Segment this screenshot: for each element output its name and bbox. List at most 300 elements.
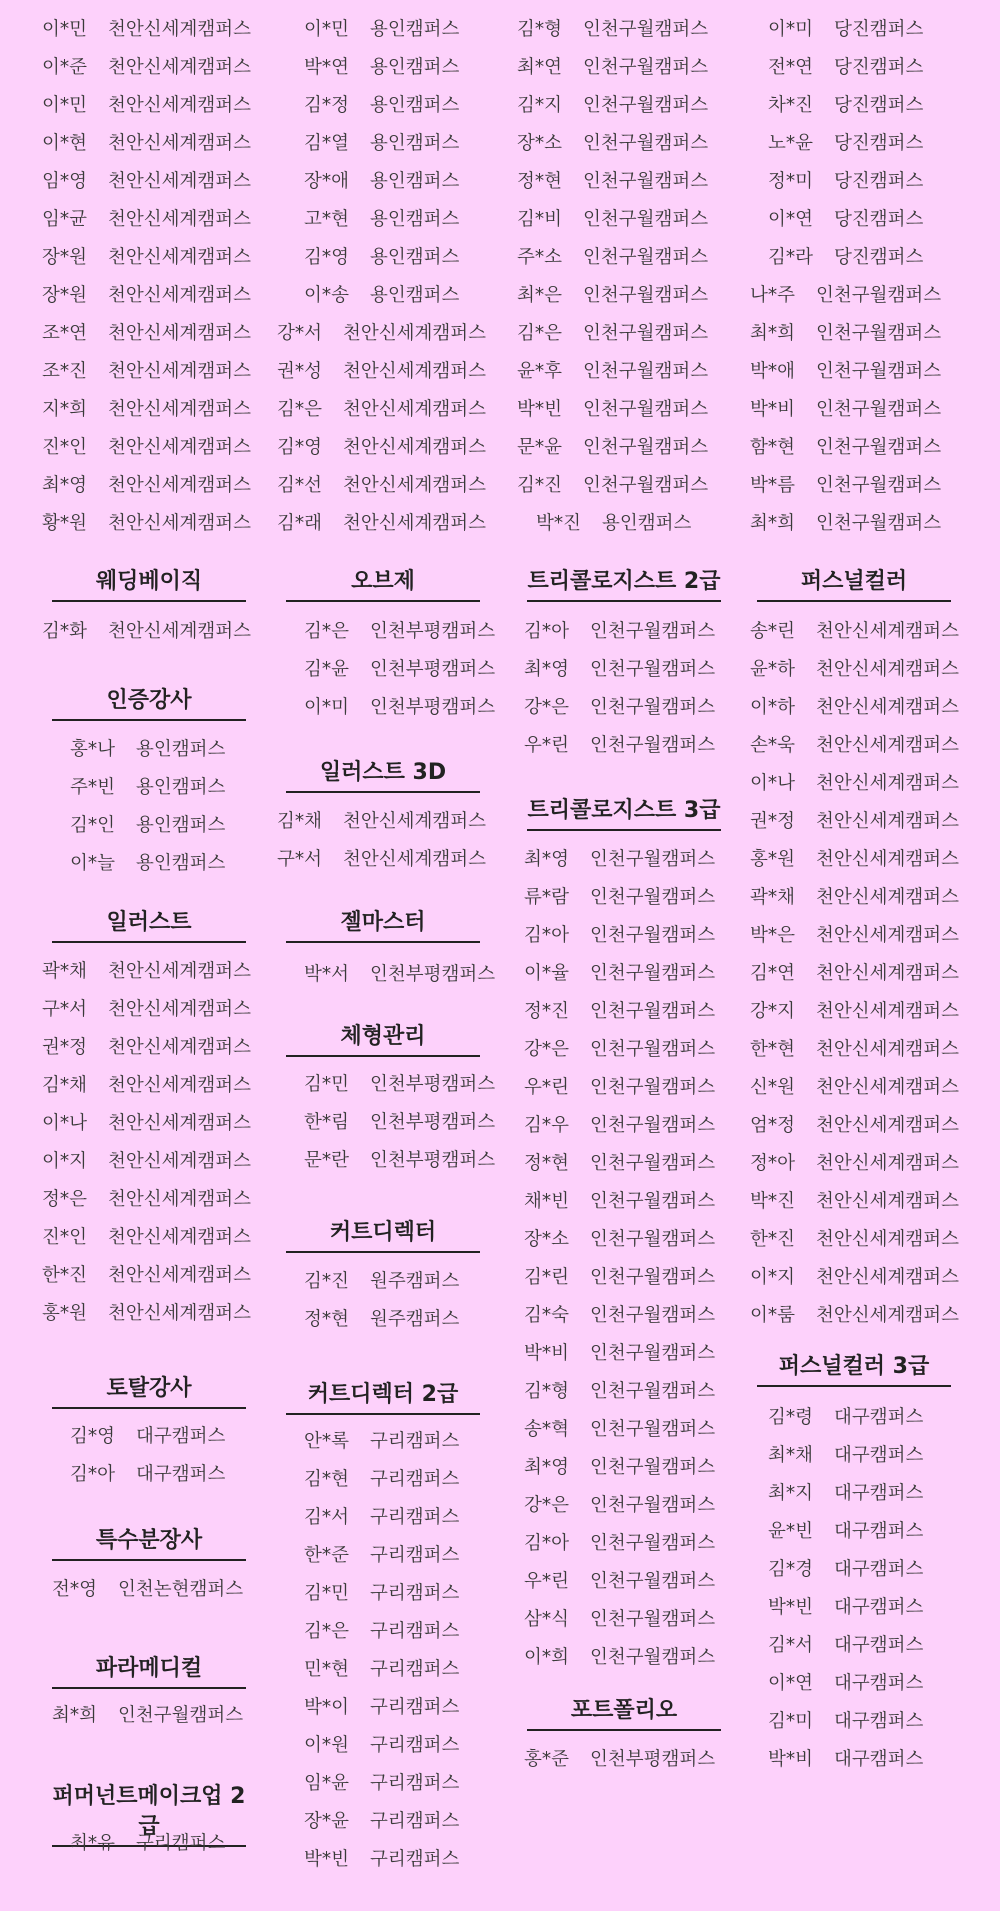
campus-name: 천안신세계캠퍼스	[816, 773, 959, 794]
recipient-name: 김*인	[70, 815, 115, 836]
recipient-name: 최*영	[524, 659, 569, 680]
campus-name: 천안신세계캠퍼스	[108, 513, 251, 534]
campus-name: 용인캠퍼스	[136, 853, 226, 874]
campus-name: 천안신세계캠퍼스	[816, 811, 959, 832]
campus-name: 천안신세계캠퍼스	[343, 437, 486, 458]
campus-name: 인천논현캠퍼스	[118, 1579, 244, 1600]
campus-name: 인천구월캠퍼스	[590, 925, 716, 946]
section-heading: 퍼스널컬러	[757, 567, 951, 602]
recipient-name: 김*채	[277, 811, 322, 832]
recipient-name: 김*서	[768, 1635, 813, 1656]
campus-name: 인천구월캠퍼스	[816, 323, 942, 344]
section-heading: 포트폴리오	[527, 1696, 721, 1731]
recipient-name: 이*율	[524, 963, 569, 984]
campus-name: 천안신세계캠퍼스	[816, 1001, 959, 1022]
recipient-name: 강*서	[277, 323, 322, 344]
recipient-name: 이*하	[750, 697, 795, 718]
recipient-name: 최*희	[750, 323, 795, 344]
recipient-name: 정*미	[768, 171, 813, 192]
campus-name: 인천구월캠퍼스	[583, 133, 709, 154]
recipient-name: 임*균	[42, 209, 87, 230]
recipient-name: 정*아	[750, 1153, 795, 1174]
recipient-name: 김*미	[768, 1711, 813, 1732]
recipient-name: 김*은	[517, 323, 562, 344]
campus-name: 천안신세계캠퍼스	[816, 963, 959, 984]
recipient-name: 함*현	[750, 437, 795, 458]
campus-name: 천안신세계캠퍼스	[816, 1077, 959, 1098]
recipient-name: 김*경	[768, 1559, 813, 1580]
recipient-name: 정*은	[42, 1189, 87, 1210]
campus-name: 인천구월캠퍼스	[590, 1533, 716, 1554]
campus-name: 천안신세계캠퍼스	[343, 513, 486, 534]
recipient-name: 이*준	[42, 57, 87, 78]
campus-name: 천안신세계캠퍼스	[816, 659, 959, 680]
campus-name: 원주캠퍼스	[370, 1309, 460, 1330]
recipient-name: 이*현	[42, 133, 87, 154]
campus-name: 천안신세계캠퍼스	[108, 57, 251, 78]
recipient-name: 한*현	[750, 1039, 795, 1060]
campus-name: 구리캠퍼스	[370, 1431, 460, 1452]
campus-name: 구리캠퍼스	[370, 1469, 460, 1490]
campus-name: 원주캠퍼스	[370, 1271, 460, 1292]
recipient-name: 우*린	[524, 1077, 569, 1098]
campus-name: 인천구월캠퍼스	[583, 475, 709, 496]
recipient-name: 김*연	[750, 963, 795, 984]
recipient-name: 이*미	[304, 697, 349, 718]
recipient-name: 이*민	[304, 19, 349, 40]
recipient-name: 박*름	[750, 475, 795, 496]
recipient-name: 구*서	[42, 999, 87, 1020]
recipient-name: 박*빈	[304, 1849, 349, 1870]
recipient-name: 곽*채	[750, 887, 795, 908]
recipient-name: 김*채	[42, 1075, 87, 1096]
campus-name: 대구캠퍼스	[136, 1426, 226, 1447]
recipient-name: 김*아	[524, 1533, 569, 1554]
recipient-name: 곽*채	[42, 961, 87, 982]
campus-name: 천안신세계캠퍼스	[108, 171, 251, 192]
recipient-name: 손*욱	[750, 735, 795, 756]
campus-name: 용인캠퍼스	[370, 133, 460, 154]
campus-name: 인천구월캠퍼스	[590, 1381, 716, 1402]
recipient-name: 이*나	[750, 773, 795, 794]
recipient-name: 박*서	[304, 964, 349, 985]
section-heading: 젤마스터	[286, 908, 480, 943]
campus-name: 천안신세계캠퍼스	[108, 95, 251, 116]
campus-name: 인천구월캠퍼스	[590, 1647, 716, 1668]
campus-name: 인천구월캠퍼스	[816, 399, 942, 420]
recipient-name: 전*연	[768, 57, 813, 78]
campus-name: 천안신세계캠퍼스	[108, 1075, 251, 1096]
recipient-name: 김*영	[70, 1426, 115, 1447]
campus-name: 용인캠퍼스	[370, 285, 460, 306]
campus-name: 인천구월캠퍼스	[583, 285, 709, 306]
campus-name: 대구캠퍼스	[834, 1711, 924, 1732]
recipient-name: 김*정	[304, 95, 349, 116]
section-heading: 체형관리	[286, 1022, 480, 1057]
campus-name: 구리캠퍼스	[370, 1773, 460, 1794]
recipient-name: 윤*하	[750, 659, 795, 680]
recipient-name: 이*민	[42, 19, 87, 40]
campus-name: 천안신세계캠퍼스	[108, 323, 251, 344]
recipient-name: 우*린	[524, 1571, 569, 1592]
recipient-name: 권*정	[750, 811, 795, 832]
recipient-name: 김*비	[517, 209, 562, 230]
recipient-name: 김*영	[277, 437, 322, 458]
campus-name: 구리캠퍼스	[370, 1849, 460, 1870]
recipient-name: 한*준	[304, 1545, 349, 1566]
recipient-name: 이*연	[768, 1673, 813, 1694]
campus-name: 천안신세계캠퍼스	[108, 1303, 251, 1324]
recipient-name: 장*윤	[304, 1811, 349, 1832]
recipient-name: 진*인	[42, 437, 87, 458]
campus-name: 천안신세계캠퍼스	[343, 361, 486, 382]
recipient-name: 김*령	[768, 1407, 813, 1428]
recipient-name: 김*선	[277, 475, 322, 496]
section-heading: 인증강사	[52, 686, 246, 721]
campus-name: 대구캠퍼스	[834, 1749, 924, 1770]
recipient-name: 강*은	[524, 697, 569, 718]
recipient-name: 최*은	[517, 285, 562, 306]
campus-name: 천안신세계캠퍼스	[108, 437, 251, 458]
section-heading: 일러스트	[52, 908, 246, 943]
section-heading: 토탈강사	[52, 1374, 246, 1409]
recipient-name: 김*린	[524, 1267, 569, 1288]
recipient-name: 김*현	[304, 1469, 349, 1490]
recipient-name: 최*유	[70, 1833, 115, 1854]
campus-name: 대구캠퍼스	[834, 1635, 924, 1656]
section-heading: 파라메디컬	[52, 1654, 246, 1689]
campus-name: 당진캠퍼스	[834, 209, 924, 230]
campus-name: 인천구월캠퍼스	[816, 475, 942, 496]
recipient-name: 최*영	[42, 475, 87, 496]
section-heading: 웨딩베이직	[52, 567, 246, 602]
recipient-name: 이*연	[768, 209, 813, 230]
campus-name: 천안신세계캠퍼스	[343, 811, 486, 832]
campus-name: 인천구월캠퍼스	[590, 963, 716, 984]
recipient-name: 김*형	[517, 19, 562, 40]
recipient-name: 권*성	[277, 361, 322, 382]
recipient-name: 김*서	[304, 1507, 349, 1528]
recipient-name: 김*숙	[524, 1305, 569, 1326]
recipient-name: 조*연	[42, 323, 87, 344]
campus-name: 천안신세계캠퍼스	[108, 1151, 251, 1172]
campus-name: 인천구월캠퍼스	[590, 849, 716, 870]
recipient-name: 박*비	[750, 399, 795, 420]
recipient-name: 강*은	[524, 1039, 569, 1060]
section-heading: 트리콜로지스트 3급	[527, 796, 721, 831]
recipient-name: 홍*나	[70, 739, 115, 760]
campus-name: 구리캠퍼스	[370, 1659, 460, 1680]
recipient-name: 이*룸	[750, 1305, 795, 1326]
campus-name: 대구캠퍼스	[834, 1559, 924, 1580]
recipient-name: 황*원	[42, 513, 87, 534]
campus-name: 당진캠퍼스	[834, 19, 924, 40]
recipient-name: 김*형	[524, 1381, 569, 1402]
section-heading: 오브제	[286, 567, 480, 602]
recipient-name: 김*아	[524, 925, 569, 946]
campus-name: 인천구월캠퍼스	[118, 1705, 244, 1726]
recipient-name: 장*애	[304, 171, 349, 192]
campus-name: 용인캠퍼스	[370, 171, 460, 192]
recipient-name: 이*늘	[70, 853, 115, 874]
recipient-name: 김*열	[304, 133, 349, 154]
recipient-name: 박*빈	[517, 399, 562, 420]
recipient-name: 박*비	[524, 1343, 569, 1364]
recipient-name: 류*람	[524, 887, 569, 908]
campus-name: 대구캠퍼스	[834, 1483, 924, 1504]
campus-name: 인천부평캠퍼스	[590, 1749, 716, 1770]
campus-name: 인천구월캠퍼스	[590, 1343, 716, 1364]
recipient-name: 김*라	[768, 247, 813, 268]
campus-name: 인천구월캠퍼스	[590, 1305, 716, 1326]
campus-name: 인천구월캠퍼스	[590, 887, 716, 908]
campus-name: 대구캠퍼스	[834, 1521, 924, 1542]
recipient-name: 김*진	[304, 1271, 349, 1292]
campus-name: 천안신세계캠퍼스	[816, 1305, 959, 1326]
campus-name: 대구캠퍼스	[136, 1464, 226, 1485]
campus-name: 대구캠퍼스	[834, 1673, 924, 1694]
campus-name: 천안신세계캠퍼스	[108, 285, 251, 306]
recipient-name: 이*지	[42, 1151, 87, 1172]
campus-name: 천안신세계캠퍼스	[108, 399, 251, 420]
campus-name: 인천구월캠퍼스	[583, 323, 709, 344]
campus-name: 용인캠퍼스	[136, 815, 226, 836]
campus-name: 인천구월캠퍼스	[583, 437, 709, 458]
campus-name: 구리캠퍼스	[370, 1621, 460, 1642]
campus-name: 인천부평캠퍼스	[370, 621, 496, 642]
campus-name: 천안신세계캠퍼스	[816, 621, 959, 642]
campus-name: 천안신세계캠퍼스	[816, 925, 959, 946]
campus-name: 천안신세계캠퍼스	[343, 399, 486, 420]
section-heading: 커트디렉터	[286, 1218, 480, 1253]
recipient-name: 이*원	[304, 1735, 349, 1756]
recipient-name: 김*은	[277, 399, 322, 420]
recipient-name: 장*소	[524, 1229, 569, 1250]
campus-name: 인천구월캠퍼스	[590, 1571, 716, 1592]
campus-name: 인천구월캠퍼스	[590, 1419, 716, 1440]
recipient-name: 김*민	[304, 1583, 349, 1604]
recipient-name: 김*화	[42, 621, 87, 642]
campus-name: 당진캠퍼스	[834, 247, 924, 268]
recipient-name: 박*진	[536, 513, 581, 534]
recipient-name: 홍*원	[42, 1303, 87, 1324]
recipient-name: 이*나	[42, 1113, 87, 1134]
recipient-name: 임*영	[42, 171, 87, 192]
recipient-name: 김*진	[517, 475, 562, 496]
recipient-name: 전*영	[52, 1579, 97, 1600]
campus-name: 인천부평캠퍼스	[370, 659, 496, 680]
recipient-name: 우*린	[524, 735, 569, 756]
recipient-name: 이*송	[304, 285, 349, 306]
campus-name: 인천부평캠퍼스	[370, 1074, 496, 1095]
recipient-name: 구*서	[277, 849, 322, 870]
campus-name: 인천부평캠퍼스	[370, 964, 496, 985]
campus-name: 인천구월캠퍼스	[590, 1039, 716, 1060]
campus-name: 천안신세계캠퍼스	[816, 697, 959, 718]
recipient-name: 박*비	[768, 1749, 813, 1770]
campus-name: 인천구월캠퍼스	[583, 399, 709, 420]
recipient-name: 주*빈	[70, 777, 115, 798]
section-heading: 일러스트 3D	[286, 758, 480, 793]
campus-name: 인천구월캠퍼스	[816, 285, 942, 306]
recipient-name: 문*란	[304, 1150, 349, 1171]
recipient-name: 박*은	[750, 925, 795, 946]
campus-name: 천안신세계캠퍼스	[816, 849, 959, 870]
recipient-name: 강*은	[524, 1495, 569, 1516]
campus-name: 천안신세계캠퍼스	[343, 849, 486, 870]
recipient-name: 정*현	[517, 171, 562, 192]
campus-name: 인천구월캠퍼스	[590, 1153, 716, 1174]
recipient-name: 삼*식	[524, 1609, 569, 1630]
campus-name: 인천구월캠퍼스	[583, 19, 709, 40]
campus-name: 천안신세계캠퍼스	[343, 323, 486, 344]
recipient-name: 홍*준	[524, 1749, 569, 1770]
campus-name: 구리캠퍼스	[370, 1507, 460, 1528]
recipient-name: 이*지	[750, 1267, 795, 1288]
campus-name: 인천구월캠퍼스	[583, 95, 709, 116]
recipient-name: 고*현	[304, 209, 349, 230]
campus-name: 천안신세계캠퍼스	[816, 1191, 959, 1212]
recipient-name: 장*원	[42, 247, 87, 268]
recipient-name: 김*은	[304, 1621, 349, 1642]
campus-name: 용인캠퍼스	[136, 739, 226, 760]
campus-name: 용인캠퍼스	[370, 57, 460, 78]
campus-name: 용인캠퍼스	[370, 247, 460, 268]
recipient-name: 박*연	[304, 57, 349, 78]
campus-name: 인천구월캠퍼스	[816, 361, 942, 382]
recipient-name: 한*진	[750, 1229, 795, 1250]
recipient-name: 신*원	[750, 1077, 795, 1098]
recipient-name: 정*현	[304, 1309, 349, 1330]
campus-name: 인천구월캠퍼스	[590, 697, 716, 718]
recipient-name: 정*현	[524, 1153, 569, 1174]
recipient-name: 김*민	[304, 1074, 349, 1095]
campus-name: 인천구월캠퍼스	[590, 1609, 716, 1630]
campus-name: 인천부평캠퍼스	[370, 697, 496, 718]
recipient-name: 김*아	[70, 1464, 115, 1485]
recipient-name: 채*빈	[524, 1191, 569, 1212]
recipient-name: 김*아	[524, 621, 569, 642]
recipient-name: 박*이	[304, 1697, 349, 1718]
campus-name: 용인캠퍼스	[370, 95, 460, 116]
recipient-name: 최*채	[768, 1445, 813, 1466]
campus-name: 천안신세계캠퍼스	[816, 1039, 959, 1060]
campus-name: 당진캠퍼스	[834, 133, 924, 154]
campus-name: 인천구월캠퍼스	[816, 437, 942, 458]
campus-name: 천안신세계캠퍼스	[108, 1189, 251, 1210]
campus-name: 천안신세계캠퍼스	[108, 209, 251, 230]
campus-name: 인천구월캠퍼스	[583, 209, 709, 230]
campus-name: 천안신세계캠퍼스	[816, 1153, 959, 1174]
campus-name: 천안신세계캠퍼스	[108, 1037, 251, 1058]
recipient-name: 최*희	[750, 513, 795, 534]
campus-name: 인천부평캠퍼스	[370, 1150, 496, 1171]
campus-name: 천안신세계캠퍼스	[108, 961, 251, 982]
recipient-name: 송*린	[750, 621, 795, 642]
recipient-name: 송*혁	[524, 1419, 569, 1440]
campus-name: 천안신세계캠퍼스	[816, 1115, 959, 1136]
recipient-name: 안*록	[304, 1431, 349, 1452]
recipient-name: 김*지	[517, 95, 562, 116]
campus-name: 천안신세계캠퍼스	[108, 621, 251, 642]
campus-name: 천안신세계캠퍼스	[108, 999, 251, 1020]
campus-name: 구리캠퍼스	[370, 1545, 460, 1566]
campus-name: 천안신세계캠퍼스	[108, 19, 251, 40]
campus-name: 천안신세계캠퍼스	[108, 361, 251, 382]
campus-name: 천안신세계캠퍼스	[108, 133, 251, 154]
recipient-name: 진*인	[42, 1227, 87, 1248]
recipient-name: 차*진	[768, 95, 813, 116]
recipient-name: 장*원	[42, 285, 87, 306]
campus-name: 인천구월캠퍼스	[590, 1115, 716, 1136]
campus-name: 당진캠퍼스	[834, 57, 924, 78]
campus-name: 인천구월캠퍼스	[590, 1495, 716, 1516]
recipient-name: 민*현	[304, 1659, 349, 1680]
campus-name: 인천구월캠퍼스	[590, 1077, 716, 1098]
recipient-name: 홍*원	[750, 849, 795, 870]
campus-name: 인천구월캠퍼스	[590, 1267, 716, 1288]
campus-name: 인천구월캠퍼스	[590, 659, 716, 680]
recipient-name: 문*윤	[517, 437, 562, 458]
section-heading: 트리콜로지스트 2급	[527, 567, 721, 602]
campus-name: 구리캠퍼스	[136, 1833, 226, 1854]
recipient-name: 한*림	[304, 1112, 349, 1133]
campus-name: 인천구월캠퍼스	[590, 621, 716, 642]
campus-name: 용인캠퍼스	[370, 19, 460, 40]
recipient-name: 정*진	[524, 1001, 569, 1022]
recipient-name: 박*빈	[768, 1597, 813, 1618]
campus-name: 인천구월캠퍼스	[583, 57, 709, 78]
recipient-name: 김*래	[277, 513, 322, 534]
campus-name: 인천구월캠퍼스	[816, 513, 942, 534]
campus-name: 용인캠퍼스	[136, 777, 226, 798]
recipient-name: 주*소	[517, 247, 562, 268]
recipient-name: 장*소	[517, 133, 562, 154]
campus-name: 용인캠퍼스	[602, 513, 692, 534]
recipient-name: 조*진	[42, 361, 87, 382]
campus-name: 당진캠퍼스	[834, 171, 924, 192]
recipient-name: 한*진	[42, 1265, 87, 1286]
recipient-name: 임*윤	[304, 1773, 349, 1794]
recipient-name: 이*미	[768, 19, 813, 40]
campus-name: 천안신세계캠퍼스	[108, 247, 251, 268]
campus-name: 인천구월캠퍼스	[583, 171, 709, 192]
campus-name: 천안신세계캠퍼스	[108, 1265, 251, 1286]
campus-name: 인천부평캠퍼스	[370, 1112, 496, 1133]
campus-name: 인천구월캠퍼스	[590, 1457, 716, 1478]
recipient-name: 최*희	[52, 1705, 97, 1726]
campus-name: 인천구월캠퍼스	[590, 735, 716, 756]
campus-name: 천안신세계캠퍼스	[816, 887, 959, 908]
recipient-name: 윤*빈	[768, 1521, 813, 1542]
campus-name: 인천구월캠퍼스	[583, 247, 709, 268]
recipient-name: 권*정	[42, 1037, 87, 1058]
campus-name: 인천구월캠퍼스	[590, 1191, 716, 1212]
campus-name: 천안신세계캠퍼스	[816, 1267, 959, 1288]
campus-name: 대구캠퍼스	[834, 1597, 924, 1618]
campus-name: 구리캠퍼스	[370, 1811, 460, 1832]
campus-name: 인천구월캠퍼스	[590, 1229, 716, 1250]
recipient-name: 최*영	[524, 1457, 569, 1478]
recipient-name: 박*애	[750, 361, 795, 382]
campus-name: 천안신세계캠퍼스	[108, 475, 251, 496]
recipient-name: 김*영	[304, 247, 349, 268]
section-heading: 퍼스널컬러 3급	[757, 1352, 951, 1387]
recipient-name: 나*주	[750, 285, 795, 306]
campus-name: 천안신세계캠퍼스	[108, 1113, 251, 1134]
recipient-name: 최*연	[517, 57, 562, 78]
recipient-name: 지*희	[42, 399, 87, 420]
